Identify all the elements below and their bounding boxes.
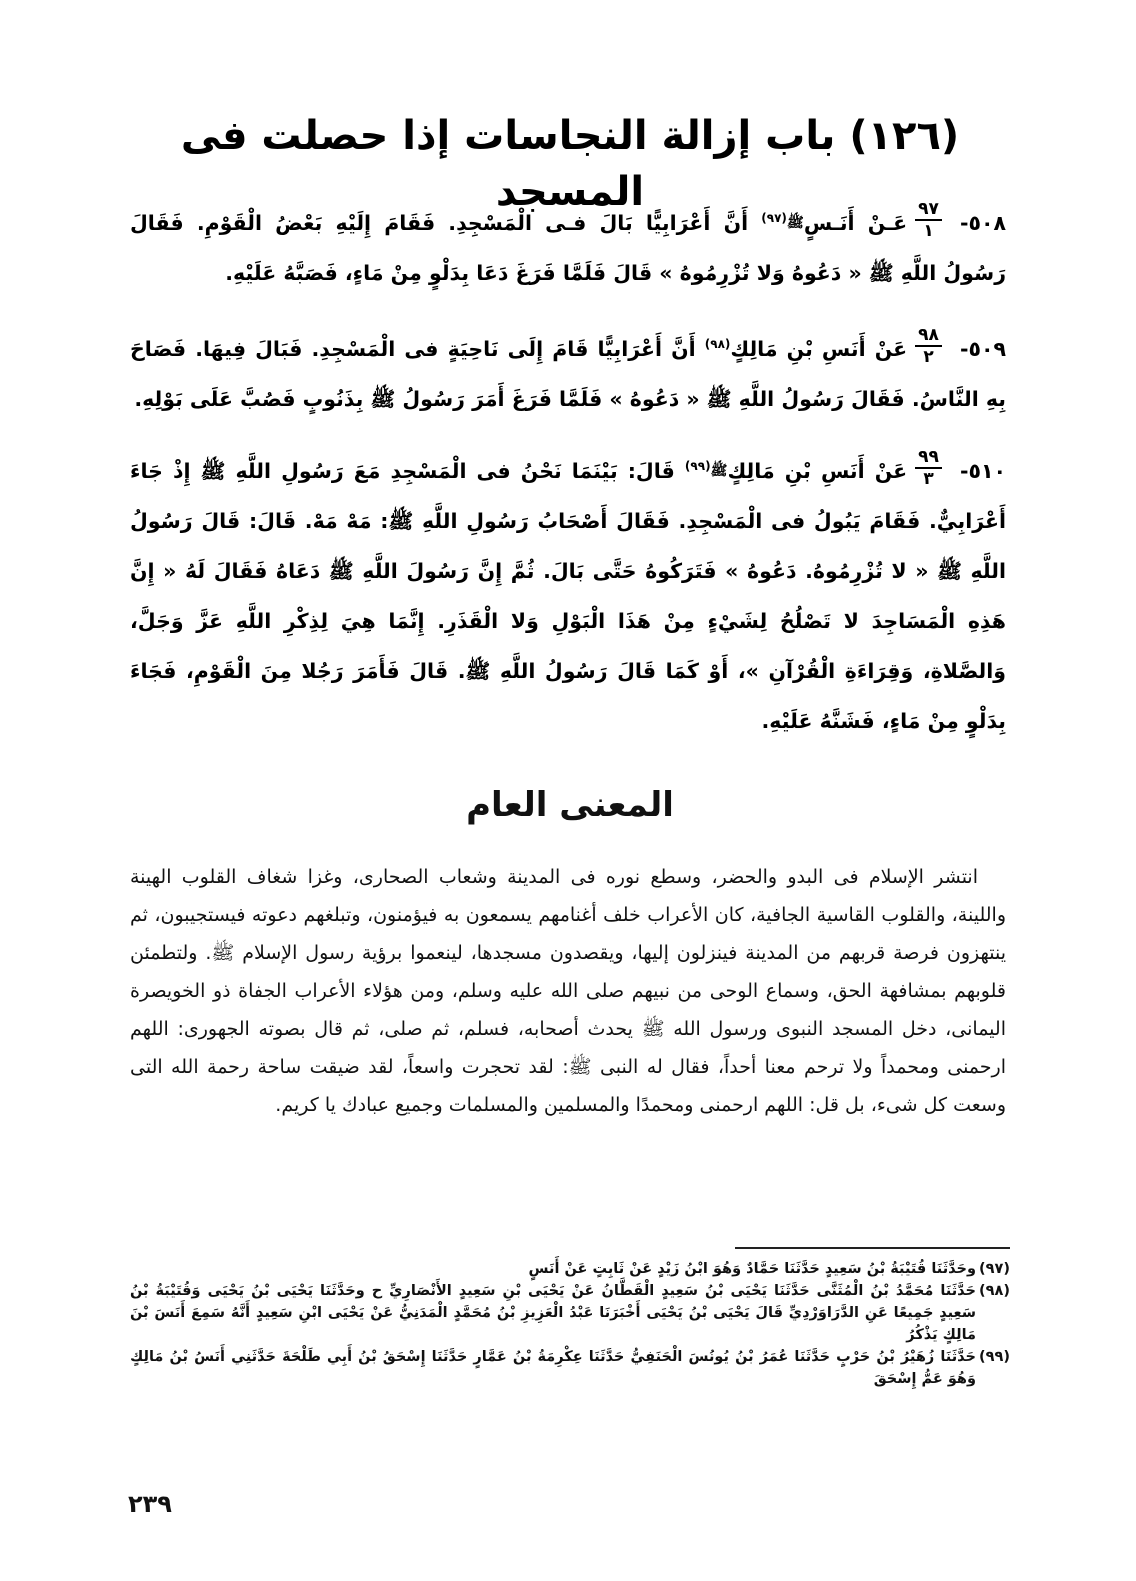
hadith-510	[130, 446, 1006, 746]
narrator: عَـنْ أَنَـسٍ	[803, 211, 908, 235]
honorific-icon: ﷺ	[710, 463, 728, 479]
ref-bottom: ١	[923, 221, 934, 241]
hadith-number: ٥٠٩-	[959, 337, 1006, 361]
hadith-text: قَالَ: بَيْنَمَا نَحْنُ فى الْمَسْجِدِ مَعَ رَسُولِ اللَّهِ ﷺ إِذْ جَاءَ أَعْرَابِيٌّ. فَقَامَ يَبُولُ فى الْمَسْجِدِ. فَقَالَ أَصْحَابُ رَسُولِ اللَّهِ ﷺ: مَهْ مَهْ. قَالَ: قَالَ رَسُولُ اللَّهِ ﷺ « لا تُزْرِمُوهُ. دَعُوهُ » فَتَرَكُوهُ حَتَّى بَالَ. ثُمَّ إِنَّ رَسُولَ اللَّهِ ﷺ دَعَاهُ فَقَالَ لَهُ « إِنَّ هَذِهِ الْمَسَاجِدَ لا تَصْلُحُ لِشَيْءٍ مِنْ هَذَا الْبَوْلِ وَلا الْقَذَرِ. إِنَّمَا هِيَ لِذِكْرِ اللَّهِ عَزَّ وَجَلَّ، وَالصَّلاةِ، وَقِرَاءَةِ الْقُرْآنِ »، أَوْ كَمَا قَالَ رَسُولُ اللَّهِ ﷺ. قَالَ فَأَمَرَ رَجُلا مِنَ الْقَوْمِ، فَجَاءَ بِدَلْوٍ مِنْ مَاءٍ، فَشَنَّهُ عَلَيْهِ.	[130, 459, 1006, 733]
footnote-number: (٩٨)	[979, 1283, 1010, 1299]
footnote-text: حَدَّثَنَا زُهَيْرُ بْنُ حَرْبٍ حَدَّثَنَا عُمَرُ بْنُ يُونُسَ الْحَنَفِيُّ حَدَّثَنَا عِكْرِمَةُ بْنُ عَمَّارٍ حَدَّثَنَا إِسْحَقُ بْنُ أَبِي طَلْحَةَ حَدَّثَنِي أَنَسُ بْنُ مَالِكٍ وَهُوَ عَمُّ إِسْحَقَ	[130, 1349, 976, 1387]
footnote-ref[interactable]: (٩٧)	[761, 211, 787, 226]
cross-reference	[915, 448, 942, 488]
honorific-icon: ﷺ	[786, 215, 804, 231]
footnotes	[130, 1258, 1010, 1390]
narrator: عَنْ أَنَسِ بْنِ مَالِكٍ	[727, 459, 908, 483]
hadith-text: أَنَّ أَعْرَابِيًّا بَالَ فـى الْمَسْجِدِ. فَقَامَ إِلَيْهِ بَعْضُ الْقَوْمِ. فَقَالَ رَسُولُ اللَّهِ ﷺ « دَعُوهُ وَلا تُزْرِمُوهُ » قَالَ فَلَمَّا فَرَغَ دَعَا بِدَلْوٍ مِنْ مَاءٍ، فَصَبَّهُ عَلَيْهِ.	[130, 211, 1006, 285]
hadith-number: ٥٠٨-	[959, 211, 1006, 235]
footnote-ref[interactable]: (٩٨)	[704, 337, 731, 352]
footnote-98	[130, 1280, 1010, 1346]
footnote-ref[interactable]: (٩٩)	[684, 459, 711, 474]
ref-top: ٩٩	[915, 448, 942, 469]
cross-reference	[915, 326, 942, 366]
ref-bottom: ٢	[923, 347, 934, 367]
ref-bottom: ٣	[923, 469, 934, 489]
hadith-text: أَنَّ أَعْرَابِيًّا قَامَ إِلَى نَاحِيَةٍ فى الْمَسْجِدِ. فَبَالَ فِيهَا. فَصَاحَ بِهِ النَّاسُ. فَقَالَ رَسُولُ اللَّهِ ﷺ « دَعُوهُ » فَلَمَّا فَرَغَ أَمَرَ رَسُولُ ﷺ بِذَنُوبٍ فَصُبَّ عَلَى بَوْلِهِ.	[130, 337, 1006, 411]
footnote-97	[130, 1258, 1010, 1280]
ref-top: ٩٧	[915, 200, 942, 221]
footnote-divider	[735, 1247, 1010, 1249]
hadith-509	[130, 324, 1006, 424]
cross-reference	[915, 200, 942, 240]
hadith-508	[130, 198, 1006, 298]
footnote-number: (٩٧)	[979, 1261, 1010, 1277]
section-heading: المعنى العام	[466, 785, 674, 825]
chapter-title: (١٢٦) باب إزالة النجاسات إذا حصلت فى المسجد	[180, 113, 960, 215]
footnote-99	[130, 1346, 1010, 1390]
footnote-number: (٩٩)	[979, 1349, 1010, 1365]
page-number: ٢٣٩	[128, 1490, 172, 1518]
general-meaning-paragraph: انتشر الإسلام فى البدو والحضر، وسطع نوره فى المدينة وشعاب الصحارى، وغزا شغاف القلوب الهينة واللينة، والقلوب القاسية الجافية، كان الأعراب خلف أغنامهم يسمعون به فيؤمنون، وتبلغهم دعوته فيستجيبون، ثم ينتهزون فرصة قربهم من المدينة فينزلون إليها، ويقصدون مسجدها، لينعموا برؤية رسول الإسلام ﷺ. ولتطمئن قلوبهم بمشافهة الحق، وسماع الوحى من نبيهم صلى الله عليه وسلم، ومن هؤلاء الأعراب الجفاة ذو الخويصرة اليمانى، دخل المسجد النبوى ورسول الله ﷺ يحدث أصحابه، فسلم، ثم صلى، ثم قال بصوته الجهورى: اللهم ارحمنى ومحمداً ولا ترحم معنا أحداً، فقال له النبى ﷺ: لقد تحجرت واسعاً، لقد ضيقت ساحة رحمة الله التى وسعت كل شىء، بل قل: اللهم ارحمنى ومحمدًا والمسلمين والمسلمات وجميع عبادك يا كريم.	[130, 866, 1006, 1116]
narrator: عَنْ أَنَسِ بْنِ مَالِكٍ	[730, 337, 908, 361]
footnote-text: وحَدَّثَنَا قُتَيْبَةُ بْنُ سَعِيدٍ حَدَّثَنَا حَمَّادٌ وَهُوَ ابْنُ زَيْدٍ عَنْ ثَابِتٍ عَنْ أَنَسٍ	[528, 1261, 976, 1277]
ref-top: ٩٨	[915, 326, 942, 347]
footnote-text: حَدَّثَنَا مُحَمَّدُ بْنُ الْمُثَنَّى حَدَّثَنَا يَحْيَى بْنُ سَعِيدٍ الْقَطَّانُ عَنْ يَحْيَى بْنِ سَعِيدٍ الأَنْصَارِيِّ ح وحَدَّثَنَا يَحْيَى بْنُ يَحْيَى وَقُتَيْبَةُ بْنُ سَعِيدٍ جَمِيعًا عَنِ الدَّرَاوَرْدِيِّ قَالَ يَحْيَى بْنُ يَحْيَى أَخْبَرَنَا عَبْدُ الْعَزِيزِ بْنُ مُحَمَّدٍ الْمَدَنِيُّ عَنْ يَحْيَى ابْنِ سَعِيدٍ أَنَّهُ سَمِعَ أَنَسَ بْنَ مَالِكٍ يَذْكُرُ	[130, 1283, 976, 1343]
hadith-number: ٥١٠-	[959, 459, 1006, 483]
